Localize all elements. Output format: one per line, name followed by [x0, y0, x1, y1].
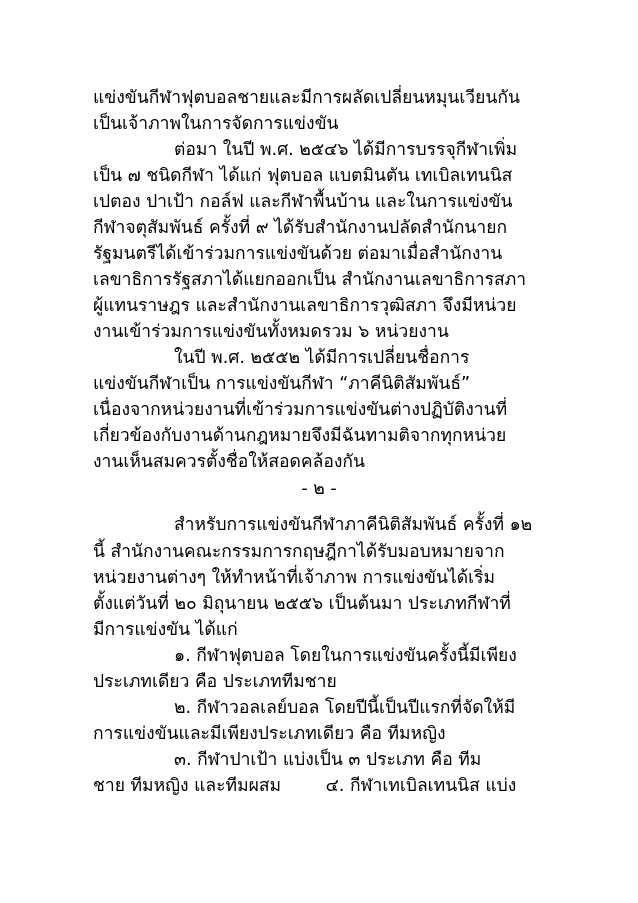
- body-line: เนื่องจากหน่วยงานที่เข้าร่วมการแข่งขันต่างปฏิบัติงานที่: [93, 400, 508, 420]
- body-line: มีการแข่งขัน ได้แก่: [93, 620, 238, 640]
- body-line: เป็นเจ้าภาพในการจัดการแข่งขัน: [93, 114, 339, 134]
- body-line: หน่วยงานต่างๆ ให้ทำหน้าที่เจ้าภาพ การแข่งขันได้เริ่ม: [93, 568, 496, 588]
- body-line: เลขาธิการรัฐสภาได้แยกออกเป็น สำนักงานเลขาธิการสภา: [93, 270, 527, 290]
- body-line: เกี่ยวข้องกับงานด้านกฎหมายจึงมีฉันทามติจากทุกหน่วย: [93, 426, 507, 446]
- body-line: การแข่งขันและมีเพียงประเภทเดียว คือ ทีมหญิง: [93, 724, 446, 744]
- paragraph-first-line: สำหรับการแข่งขันกีฬาภาคีนิติสัมพันธ์ ครั้งที่ ๑๒: [174, 515, 533, 535]
- page-number: - ๒ -: [301, 479, 337, 499]
- body-line: งานเข้าร่วมการแข่งขันทั้งหมดรวม ๖ หน่วยงาน: [93, 322, 449, 342]
- paragraph-first-line: ต่อมา ในปี พ.ศ. ๒๕๔๖ ได้มีการบรรจุกีฬาเพิ่ม: [174, 140, 518, 160]
- list-item-3: ๓. กีฬาปาเป้า แบ่งเป็น ๓ ประเภท คือ ทีม: [174, 750, 482, 770]
- body-line: กีฬาจตุสัมพันธ์ ครั้งที่ ๙ ได้รับสำนักงานปลัดสำนักนายก: [93, 218, 508, 238]
- body-line: แข่งขันกีฬาเป็น การแข่งขันกีฬา “ภาคีนิติสัมพันธ์”: [93, 374, 471, 394]
- body-line: เปตอง ปาเป้า กอล์ฟ และกีฬาพื้นบ้าน และในการแข่งขัน: [93, 192, 513, 212]
- list-item-1: ๑. กีฬาฟุตบอล โดยในการแข่งขันครั้งนี้มีเพียง: [174, 646, 517, 666]
- list-item-2: ๒. กีฬาวอลเลย์บอล โดยปีนี้เป็นปีแรกที่จัดให้มี: [174, 698, 516, 718]
- body-line: รัฐมนตรีได้เข้าร่วมการแข่งขันด้วย ต่อมาเมื่อสำนักงาน: [93, 244, 503, 264]
- body-line: ประเภทเดียว คือ ประเภททีมชาย: [93, 672, 337, 692]
- body-line: แข่งขันกีฬาฟุตบอลชายและมีการผลัดเปลี่ยนหมุนเวียนกัน: [93, 88, 520, 108]
- body-line: นี้ สำนักงานคณะกรรมการกฤษฎีกาได้รับมอบหมายจาก: [93, 542, 505, 562]
- paragraph-first-line: ในปี พ.ศ. ๒๕๕๒ ได้มีการเปลี่ยนชื่อการ: [174, 348, 470, 368]
- body-line: ตั้งแต่วันที่ ๒๐ มิถุนายน ๒๕๕๖ เป็นต้นมา ประเภทกีฬาที่: [93, 594, 511, 614]
- body-line: งานเห็นสมควรตั้งชื่อให้สอดคล้องกัน: [93, 452, 365, 472]
- body-line: เป็น ๗ ชนิดกีฬา ได้แก่ ฟุตบอล แบตมินตัน เทเบิลเทนนิส: [93, 166, 513, 186]
- body-line: ผู้แทนราษฎร และสำนักงานเลขาธิการวุฒิสภา จึงมีหน่วย: [93, 296, 517, 316]
- body-line: ชาย ทีมหญิง และทีมผสม ๔. กีฬาเทเบิลเทนนิส แบ่ง: [93, 776, 517, 796]
